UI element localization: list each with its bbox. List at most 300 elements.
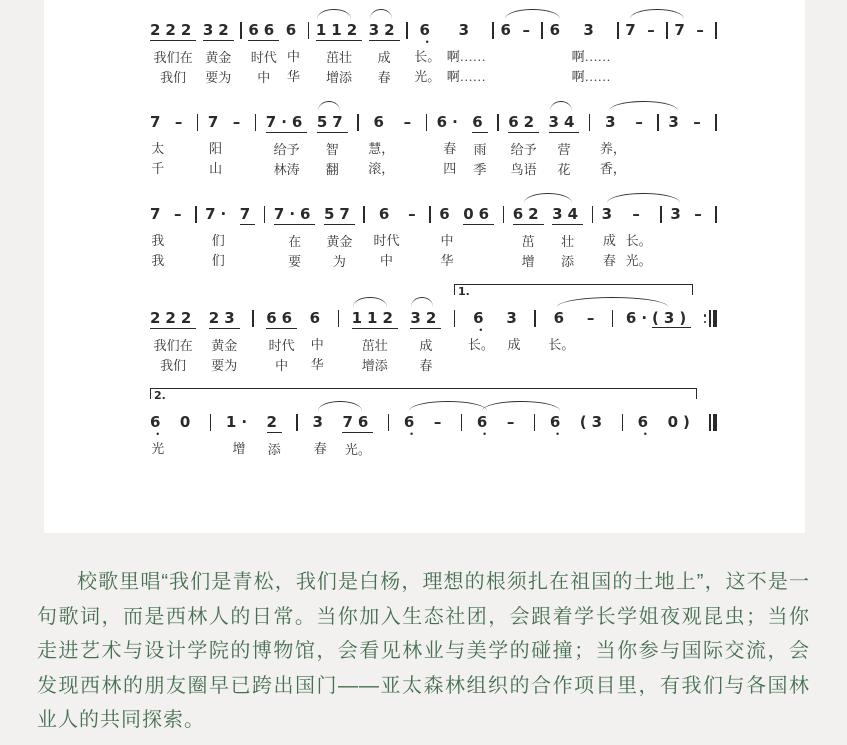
barline-stroke	[657, 114, 659, 131]
note-group: 34	[552, 205, 584, 223]
note-group: 7·6	[265, 113, 308, 131]
barline	[454, 308, 456, 327]
note-group: –	[586, 309, 600, 327]
lyric-line-1: 营	[557, 142, 571, 157]
music-column	[324, 204, 355, 272]
barline-stroke	[589, 114, 591, 131]
slur-arc	[505, 9, 560, 19]
music-column	[548, 308, 574, 375]
article-paragraph: 校歌里唱“我们是青松，我们是白杨，理想的根须扎在祖国的土地上”，这不是一句歌词，而是西林人的日常。当你加入生态社团，会跟着学长学姐夜观昆虫；当你走进艺术与设计学院的博物馆，会看见林业与美学的碰撞；当你参与国际交流，会发现西林的朋友圈早已跨出国门——亚太森林组织的合作项目里，有我们与各国林业人的共同探索。	[37, 571, 810, 731]
music-column	[439, 204, 454, 271]
note-group: –	[174, 113, 188, 131]
note-group: –	[403, 113, 417, 131]
barline-stroke	[660, 206, 662, 223]
lyric-line-2: 中	[257, 70, 271, 85]
lyric-line-1: 啊……	[446, 49, 486, 64]
music-column	[310, 308, 325, 375]
music-column	[226, 412, 252, 479]
barline-stroke-thick	[713, 310, 717, 327]
note-group: –	[408, 205, 421, 223]
music-column	[267, 412, 282, 480]
barline	[240, 20, 242, 39]
note-group: 7	[150, 113, 166, 131]
barline	[252, 308, 254, 327]
lyric-line-2: 我	[151, 253, 165, 268]
note-group: 34	[548, 113, 580, 131]
note-group: 6	[553, 309, 570, 327]
barline-stroke	[709, 310, 711, 327]
lyric-line-2: 春	[419, 358, 433, 373]
barline	[612, 308, 614, 327]
barline	[541, 20, 543, 39]
note-group: 32	[410, 309, 442, 327]
note-group: 6	[419, 21, 435, 39]
music-column	[693, 112, 706, 179]
lyric-line-2: 为	[332, 254, 346, 269]
music-column	[580, 412, 607, 479]
lyric-line-1: 成	[419, 338, 433, 353]
slur-arc	[557, 297, 668, 307]
barline-stroke	[255, 114, 257, 131]
lyric-line-1: 中	[440, 233, 454, 248]
barline	[255, 112, 257, 131]
lyric-line-1: 啊……	[571, 49, 611, 64]
music-column	[317, 112, 348, 180]
lyric-line-1: 茁	[521, 234, 535, 249]
slur-arc	[482, 401, 560, 411]
note-group: 6	[150, 413, 166, 431]
lyric-line-1: 黄金	[211, 338, 238, 353]
lyric-line-2: 春	[602, 253, 616, 268]
music-column	[368, 112, 394, 179]
note-group: –	[232, 113, 246, 131]
music-column	[552, 204, 583, 272]
music-column	[550, 412, 565, 479]
lyric-line-2: 花	[557, 162, 571, 177]
lyric-line-2: 春	[377, 70, 391, 85]
lyric-line-1: 壮	[561, 234, 575, 249]
barline-stroke	[264, 206, 266, 223]
note-group: –	[632, 205, 645, 223]
lyric-line-2: 啊……	[446, 69, 486, 84]
barline-stroke	[429, 206, 431, 223]
note-group: 6	[309, 309, 326, 327]
volta-label: 2.	[154, 389, 166, 402]
barline-stroke	[666, 22, 668, 39]
music-column	[477, 412, 492, 479]
music-column	[472, 112, 487, 180]
lyric-line-2: 增	[521, 254, 535, 269]
barline	[617, 20, 619, 39]
octave-dot: •	[410, 429, 414, 439]
barline-stroke	[195, 206, 197, 223]
barline-stroke	[715, 206, 717, 223]
barline	[715, 204, 717, 223]
lyric-line-1: 长。	[625, 233, 652, 248]
note-group: 7	[207, 113, 224, 131]
lyric-line-1: 慧，	[368, 141, 395, 156]
music-column	[150, 112, 165, 179]
music-column	[209, 308, 240, 376]
lyric-line-1: 成	[507, 337, 521, 352]
barline-stroke	[338, 310, 340, 327]
note-group: 76	[342, 413, 374, 431]
barline	[357, 112, 359, 131]
note-group: 6	[473, 309, 489, 327]
music-column	[647, 20, 660, 87]
lyric-line-1: 我们在	[153, 338, 193, 353]
music-system	[150, 6, 717, 88]
note-group: 32	[368, 21, 400, 39]
lyric-line-2: 翻	[325, 162, 339, 177]
note-group: –	[696, 21, 709, 39]
note-group: 6	[637, 413, 654, 431]
note-group: 7	[150, 205, 166, 223]
lyric-line-2: 华	[286, 69, 300, 84]
slur-arc	[318, 101, 340, 111]
lyric-line-2: 增添	[326, 70, 353, 85]
note-group: 6	[549, 21, 566, 39]
lyric-line-1: 黄金	[205, 50, 232, 65]
music-column	[205, 204, 231, 271]
barline	[492, 20, 494, 39]
music-column	[174, 204, 187, 271]
sheet-music	[150, 6, 717, 490]
volta-bracket	[150, 388, 697, 402]
note-group: –	[635, 113, 648, 131]
lyric-line-2: 香，	[599, 161, 626, 176]
lyric-line-2: 千	[151, 161, 165, 176]
barline-stroke	[240, 22, 242, 39]
music-column	[352, 308, 398, 376]
music-column	[404, 412, 419, 479]
music-column	[437, 112, 463, 179]
music-column	[286, 20, 301, 87]
note-group: 3	[583, 21, 599, 39]
note-group: 6	[472, 113, 488, 131]
music-column	[635, 112, 648, 179]
barline	[534, 308, 536, 327]
barline-stroke	[357, 114, 359, 131]
barline-stroke	[308, 22, 310, 39]
barline-stroke	[709, 414, 711, 431]
lyric-line-2: 要为	[205, 70, 232, 85]
lyric-line-1: 长。	[414, 49, 441, 64]
music-column	[233, 112, 246, 179]
note-group: –	[693, 113, 706, 131]
barline	[406, 20, 408, 39]
barline	[704, 308, 717, 327]
music-column	[208, 112, 223, 179]
repeat-dots	[704, 314, 707, 323]
note-group: 222	[150, 309, 197, 327]
note-group: –	[433, 413, 447, 431]
music-column	[668, 412, 695, 479]
barline-stroke	[541, 22, 543, 39]
barline	[660, 204, 662, 223]
barline	[497, 112, 499, 131]
barline-stroke	[210, 414, 212, 431]
music-column	[668, 112, 683, 179]
barline-stroke	[534, 414, 536, 431]
note-group: 66	[266, 309, 298, 327]
octave-dot: •	[643, 429, 647, 439]
music-column	[674, 20, 689, 87]
slur-arc	[318, 401, 362, 411]
slur-arc	[609, 101, 678, 111]
slur-arc	[317, 9, 351, 19]
lyric-line-1: 春	[443, 141, 457, 156]
barline	[666, 20, 668, 39]
lyric-line-1: 给予	[273, 142, 300, 157]
barline-stroke	[363, 206, 365, 223]
note-group: 57	[324, 205, 355, 223]
music-column	[266, 112, 308, 180]
lyric-line-1: 给予	[510, 142, 537, 157]
music-column	[549, 112, 580, 180]
music-system	[150, 386, 717, 480]
note-group: 6	[500, 21, 516, 39]
barline-stroke	[426, 114, 428, 131]
barline-stroke	[503, 206, 505, 223]
music-column	[316, 20, 362, 88]
note-group: 0	[179, 413, 196, 431]
lyric-line-2: 要	[288, 254, 302, 269]
music-column	[602, 204, 617, 271]
barline	[429, 204, 431, 223]
barline-stroke	[534, 310, 536, 327]
barline-stroke	[497, 114, 499, 131]
music-column	[180, 412, 195, 479]
lyric-line-1: 时代	[268, 338, 295, 353]
music-column	[513, 204, 544, 272]
barline-stroke	[592, 206, 594, 223]
lyric-line-1: 茁壮	[361, 338, 388, 353]
lyric-line-2: 鸟语	[510, 162, 537, 177]
barline	[210, 412, 212, 431]
music-column	[468, 308, 494, 375]
barline-stroke	[406, 22, 408, 39]
lyric-line-1: 阳	[209, 141, 223, 156]
lyric-line-1: 时代	[373, 233, 400, 248]
note-group: 62	[508, 113, 540, 131]
lyric-line-1: 增	[232, 441, 246, 456]
music-system	[150, 190, 717, 272]
barline-stroke	[715, 114, 717, 131]
volta-label: 1.	[458, 285, 470, 298]
lyric-line-1: 光。	[344, 442, 371, 457]
note-group: 6·(3)	[625, 309, 692, 327]
music-column	[670, 204, 685, 271]
music-system	[150, 282, 717, 376]
barline	[622, 412, 624, 431]
lyric-line-1: 成	[602, 233, 616, 248]
barline-stroke	[622, 414, 624, 431]
note-group: 6	[285, 21, 302, 39]
music-column	[572, 20, 611, 87]
note-group: 6	[373, 113, 389, 131]
music-column	[203, 20, 234, 88]
lyric-line-2: 我们	[160, 358, 187, 373]
barline	[296, 412, 298, 431]
barline-stroke	[388, 414, 390, 431]
barline-stroke	[461, 414, 463, 431]
barline-stroke	[617, 22, 619, 39]
music-system	[150, 98, 717, 180]
barline-stroke	[197, 114, 199, 131]
slur-arc	[409, 401, 487, 411]
music-column	[463, 204, 494, 272]
lyric-line-1: 茁壮	[326, 50, 353, 65]
music-column	[150, 204, 165, 271]
lyric-line-1: 们	[211, 233, 225, 248]
note-group: 6	[439, 205, 455, 223]
music-column	[374, 204, 400, 271]
music-column	[150, 308, 196, 376]
lyric-line-1: 养，	[599, 141, 626, 156]
lyric-line-2: 增添	[361, 358, 388, 373]
note-group: 3	[670, 205, 686, 223]
slur-arc	[607, 193, 680, 203]
lyric-line-1: 在	[288, 234, 302, 249]
music-column	[696, 20, 709, 87]
note-group: 222	[150, 21, 197, 39]
barline	[426, 112, 428, 131]
lyric-line-1: 时代	[250, 50, 277, 65]
barline-stroke	[252, 310, 254, 327]
octave-dot: •	[556, 429, 560, 439]
octave-dot: •	[483, 429, 487, 439]
note-group: 7	[674, 21, 690, 39]
lyric-line-2: 四	[443, 161, 457, 176]
barline	[534, 412, 536, 431]
note-group: 23	[208, 309, 240, 327]
note-group: 6	[549, 413, 566, 431]
octave-dot: •	[425, 37, 429, 47]
note-group: 3	[506, 309, 522, 327]
note-group: 7	[239, 205, 256, 223]
music-column	[550, 20, 565, 87]
music-column	[240, 204, 255, 272]
music-column	[175, 112, 188, 179]
lyric-line-1: 成	[377, 50, 391, 65]
music-column	[507, 412, 520, 479]
barline	[363, 204, 365, 223]
lyric-line-2: 我们	[160, 70, 187, 85]
barline	[503, 204, 505, 223]
lyric-line-1: 中	[310, 337, 324, 352]
lyric-line-1: 黄金	[326, 234, 353, 249]
lyric-line-2: 滚，	[368, 161, 395, 176]
lyric-line-2: 光。	[414, 69, 441, 84]
music-column	[500, 20, 515, 87]
music-column	[266, 308, 297, 376]
barline	[715, 112, 717, 131]
note-group: –	[173, 205, 187, 223]
music-column	[313, 412, 328, 479]
barline	[197, 112, 199, 131]
note-group: 3	[601, 205, 618, 223]
barline-stroke	[715, 22, 717, 39]
lyric-line-1: 太	[151, 141, 165, 156]
lyric-line-2: 中	[275, 358, 289, 373]
barline	[461, 412, 463, 431]
music-column	[508, 112, 539, 180]
music-column	[626, 308, 691, 375]
note-group: 66	[248, 21, 280, 39]
lyric-line-2: 华	[440, 253, 454, 268]
note-group: –	[506, 413, 520, 431]
slur-arc	[630, 9, 684, 19]
barline	[589, 112, 591, 131]
note-group: 6	[476, 413, 493, 431]
barline	[264, 204, 266, 223]
music-column	[408, 204, 421, 271]
music-column	[638, 412, 653, 479]
music-column	[626, 204, 652, 271]
music-column	[587, 308, 600, 375]
lyric-line-2: 林涛	[273, 162, 300, 177]
barline	[592, 204, 594, 223]
barline-stroke	[492, 22, 494, 39]
music-column	[150, 412, 165, 479]
barline	[657, 112, 659, 131]
music-column	[369, 20, 400, 88]
note-group: –	[647, 21, 660, 39]
octave-dot: •	[156, 429, 160, 439]
lyric-line-1: 长。	[467, 337, 494, 352]
slur-arc	[353, 297, 387, 307]
barline-stroke	[612, 310, 614, 327]
note-group: 6·	[436, 113, 463, 131]
barline	[338, 308, 340, 327]
note-group: 0)	[667, 413, 695, 431]
lyric-line-2: 添	[561, 254, 575, 269]
slur-arc	[524, 193, 572, 203]
octave-dot: •	[479, 325, 483, 335]
note-group: 06	[463, 205, 495, 223]
note-group: 6	[403, 413, 420, 431]
slur-arc	[550, 101, 572, 111]
lyric-line-1: 光	[151, 441, 165, 456]
note-group: (3	[579, 413, 608, 431]
barline	[195, 204, 197, 223]
barline-stroke	[296, 414, 298, 431]
sheet-music-card	[44, 0, 805, 533]
slur-arc	[370, 9, 392, 19]
note-group: 62	[512, 205, 544, 223]
music-column	[342, 412, 373, 480]
lyric-line-1: 智	[325, 142, 339, 157]
music-column	[694, 204, 707, 271]
volta-bracket	[454, 284, 693, 298]
music-column	[274, 204, 316, 272]
music-column	[434, 412, 447, 479]
note-group: 3	[458, 21, 475, 39]
note-group: 7·6	[273, 205, 316, 223]
lyric-line-1: 雨	[473, 142, 487, 157]
music-column	[414, 20, 440, 87]
lyric-line-1: 我们在	[153, 50, 193, 65]
lyric-line-2: 季	[473, 162, 487, 177]
note-group: 57	[316, 113, 348, 131]
note-group: –	[522, 21, 535, 39]
barline	[388, 412, 390, 431]
note-group: 3	[668, 113, 684, 131]
barline	[709, 412, 717, 431]
note-group: 7·	[205, 205, 232, 223]
note-group: 2	[266, 413, 282, 431]
